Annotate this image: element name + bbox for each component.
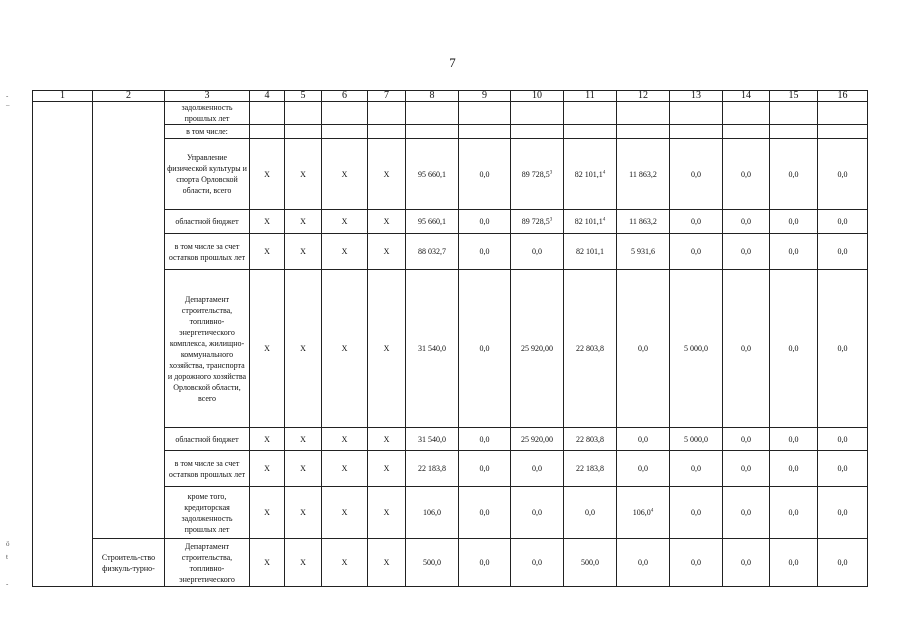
cell-value: 0,0 bbox=[532, 464, 542, 473]
cell-value: X bbox=[300, 247, 306, 256]
cell-value: X bbox=[383, 558, 390, 567]
cell-value: 82 101,1 bbox=[574, 169, 603, 179]
value-cell bbox=[459, 125, 511, 139]
cell-value: 0,0 bbox=[479, 508, 490, 517]
cell-value: X bbox=[300, 217, 306, 226]
value-cell bbox=[459, 539, 511, 587]
cell-value: 0,0 bbox=[585, 508, 595, 517]
cell-value: 0,0 bbox=[788, 464, 799, 473]
x-mark-cell bbox=[322, 210, 368, 234]
value-cell bbox=[670, 539, 723, 587]
x-mark-cell bbox=[250, 210, 285, 234]
x-mark-cell bbox=[285, 487, 322, 539]
column-header: 14 bbox=[723, 91, 770, 102]
column-header: 9 bbox=[459, 91, 511, 102]
value-cell bbox=[459, 487, 511, 539]
x-mark-cell bbox=[368, 451, 406, 487]
value-cell bbox=[818, 428, 868, 451]
cell-value: X bbox=[383, 247, 390, 256]
col2-cell bbox=[93, 102, 165, 539]
value-cell bbox=[818, 210, 868, 234]
cell-value: 0,0 bbox=[788, 247, 799, 256]
row-label-cell: в том числе: bbox=[165, 125, 250, 139]
value-cell bbox=[770, 139, 818, 210]
cell-value: 88 032,7 bbox=[418, 247, 446, 256]
row-label-cell: областной бюджет bbox=[165, 210, 250, 234]
x-mark-cell bbox=[368, 234, 406, 270]
x-mark-cell bbox=[368, 102, 406, 125]
cell-value: 0,0 bbox=[638, 434, 648, 444]
value-cell bbox=[670, 270, 723, 428]
value-cell bbox=[511, 539, 564, 587]
cell-value: 0,0 bbox=[741, 217, 751, 226]
value-cell bbox=[564, 270, 617, 428]
x-mark-cell bbox=[368, 428, 406, 451]
cell-value: 0,0 bbox=[638, 464, 648, 473]
cell-value: 0,0 bbox=[741, 464, 751, 473]
row-label-cell: областной бюджет bbox=[165, 428, 250, 451]
value-cell bbox=[406, 234, 459, 270]
cell-value: 31 540,0 bbox=[418, 434, 446, 444]
cell-value: 82 101,1 bbox=[574, 217, 603, 226]
cell-value: 89 728,5 bbox=[521, 217, 550, 226]
x-mark-cell bbox=[322, 102, 368, 125]
value-cell bbox=[818, 125, 868, 139]
margin-mark: – bbox=[6, 101, 10, 109]
value-cell bbox=[770, 234, 818, 270]
x-mark-cell bbox=[250, 270, 285, 428]
column-header: 3 bbox=[165, 91, 250, 102]
cell-value: 25 920,00 bbox=[521, 344, 553, 353]
value-cell bbox=[617, 270, 670, 428]
x-mark-cell bbox=[368, 210, 406, 234]
cell-value: 0,0 bbox=[532, 558, 542, 567]
x-mark-cell bbox=[368, 139, 406, 210]
value-cell bbox=[670, 125, 723, 139]
cell-value: 0,0 bbox=[788, 508, 799, 517]
row-label-cell: Департамент строительства, топливно-энергетического комплекса, жилищно-коммунального хозяйства, транспорта и дорожного хозяйства Орловской области, всего bbox=[165, 270, 250, 428]
x-mark-cell bbox=[250, 539, 285, 587]
cell-value: 0,0 bbox=[837, 344, 848, 353]
x-mark-cell bbox=[322, 451, 368, 487]
cell-value: 0,0 bbox=[638, 344, 648, 353]
cell-value: X bbox=[264, 344, 270, 353]
cell-value: 0,0 bbox=[741, 508, 751, 517]
cell-value: 5 000,0 bbox=[684, 344, 708, 353]
cell-value: 0,0 bbox=[837, 247, 848, 256]
value-cell bbox=[459, 102, 511, 125]
value-cell bbox=[770, 125, 818, 139]
cell-value: 0,0 bbox=[741, 169, 751, 179]
cell-value: 0,0 bbox=[837, 217, 848, 226]
x-mark-cell bbox=[285, 125, 322, 139]
cell-value: X bbox=[264, 434, 270, 444]
cell-value: 82 101,1 bbox=[576, 247, 604, 256]
cell-value: 0,0 bbox=[837, 508, 848, 517]
x-mark-cell bbox=[250, 487, 285, 539]
x-mark-cell bbox=[368, 539, 406, 587]
x-mark-cell bbox=[322, 428, 368, 451]
x-mark-cell bbox=[250, 102, 285, 125]
cell-value: 0,0 bbox=[837, 464, 848, 473]
value-cell bbox=[617, 102, 670, 125]
value-cell bbox=[617, 451, 670, 487]
cell-value: X bbox=[264, 247, 270, 256]
value-cell bbox=[670, 234, 723, 270]
x-mark-cell bbox=[250, 139, 285, 210]
cell-value: X bbox=[341, 558, 348, 567]
column-header: 2 bbox=[93, 91, 165, 102]
value-cell bbox=[564, 125, 617, 139]
x-mark-cell bbox=[285, 428, 322, 451]
value-cell bbox=[723, 539, 770, 587]
row-label-cell: задолженность прошлых лет bbox=[165, 102, 250, 125]
x-mark-cell bbox=[285, 451, 322, 487]
x-mark-cell bbox=[322, 539, 368, 587]
x-mark-cell bbox=[368, 487, 406, 539]
x-mark-cell bbox=[368, 270, 406, 428]
cell-value: X bbox=[300, 464, 306, 473]
value-cell bbox=[511, 428, 564, 451]
cell-value: 0,0 bbox=[788, 169, 799, 179]
value-cell bbox=[723, 210, 770, 234]
value-cell bbox=[406, 102, 459, 125]
cell-value: X bbox=[264, 169, 270, 179]
value-cell bbox=[818, 270, 868, 428]
cell-value: 0,0 bbox=[837, 434, 848, 444]
value-cell bbox=[459, 234, 511, 270]
value-cell bbox=[770, 210, 818, 234]
row-label-cell: кроме того, кредиторская задолженность прошлых лет bbox=[165, 487, 250, 539]
value-cell bbox=[406, 539, 459, 587]
value-cell bbox=[459, 270, 511, 428]
x-mark-cell bbox=[322, 234, 368, 270]
x-mark-cell bbox=[285, 539, 322, 587]
cell-value: 0,0 bbox=[479, 344, 490, 353]
cell-value: 0,0 bbox=[638, 558, 648, 567]
cell-value: 22 183,8 bbox=[576, 464, 604, 473]
cell-value: 0,0 bbox=[479, 434, 490, 444]
value-cell bbox=[723, 428, 770, 451]
column-header: 13 bbox=[670, 91, 723, 102]
cell-value: X bbox=[341, 508, 348, 517]
value-cell bbox=[511, 102, 564, 125]
x-mark-cell bbox=[285, 270, 322, 428]
cell-value: 500,0 bbox=[581, 558, 599, 567]
value-cell bbox=[406, 210, 459, 234]
value-cell bbox=[818, 487, 868, 539]
x-mark-cell bbox=[322, 125, 368, 139]
cell-value: 0,0 bbox=[788, 558, 799, 567]
cell-value: X bbox=[300, 344, 306, 353]
cell-value: 11 863,2 bbox=[629, 217, 657, 226]
value-cell bbox=[459, 428, 511, 451]
cell-value: 0,0 bbox=[788, 344, 799, 353]
cell-value: 25 920,00 bbox=[521, 434, 553, 444]
value-cell bbox=[670, 451, 723, 487]
cell-value: 0,0 bbox=[788, 434, 799, 444]
cell-value: 22 803,8 bbox=[576, 434, 604, 444]
cell-value: 0,0 bbox=[479, 217, 490, 226]
cell-value: 0,0 bbox=[691, 247, 701, 256]
column-header: 1 bbox=[33, 91, 93, 102]
value-cell bbox=[670, 428, 723, 451]
value-cell bbox=[406, 270, 459, 428]
value-cell bbox=[406, 451, 459, 487]
cell-value: X bbox=[264, 464, 270, 473]
cell-value: 0,0 bbox=[837, 558, 848, 567]
cell-value: X bbox=[341, 464, 348, 473]
value-cell bbox=[670, 487, 723, 539]
cell-value: 5 000,0 bbox=[684, 434, 708, 444]
budget-table bbox=[32, 90, 868, 587]
value-cell bbox=[564, 102, 617, 125]
value-cell bbox=[459, 451, 511, 487]
column-header: 12 bbox=[617, 91, 670, 102]
cell-value: X bbox=[300, 558, 306, 567]
value-cell bbox=[670, 102, 723, 125]
value-cell bbox=[617, 139, 670, 210]
value-cell bbox=[617, 487, 670, 539]
cell-value: 500,0 bbox=[423, 558, 441, 567]
cell-value: 0,0 bbox=[532, 508, 542, 517]
value-cell bbox=[770, 270, 818, 428]
margin-mark: ŧ bbox=[6, 553, 8, 561]
cell-value: X bbox=[383, 217, 390, 226]
cell-value: 0,0 bbox=[691, 217, 701, 226]
cell-value: X bbox=[300, 508, 306, 517]
footnote-mark: 4 bbox=[602, 217, 606, 223]
cell-value: X bbox=[383, 344, 390, 353]
cell-value: 0,0 bbox=[691, 169, 701, 179]
cell-value: 95 660,1 bbox=[418, 169, 446, 179]
value-cell bbox=[511, 270, 564, 428]
cell-value: 5 931,6 bbox=[631, 247, 655, 256]
value-cell bbox=[723, 487, 770, 539]
value-cell bbox=[818, 139, 868, 210]
cell-value: 106,0 bbox=[423, 508, 441, 517]
cell-value: X bbox=[341, 247, 348, 256]
cell-value: 0,0 bbox=[479, 558, 490, 567]
cell-value: X bbox=[264, 508, 270, 517]
cell-value: 89 728,5 bbox=[521, 169, 550, 179]
margin-mark: - bbox=[6, 92, 9, 100]
table-row bbox=[33, 102, 868, 125]
x-mark-cell bbox=[368, 125, 406, 139]
cell-value: 0,0 bbox=[837, 169, 848, 179]
cell-value: X bbox=[383, 464, 390, 473]
row-label-cell: Департамент строительства, топливно-энергетического bbox=[165, 539, 250, 587]
cell-value: X bbox=[341, 344, 348, 353]
x-mark-cell bbox=[250, 125, 285, 139]
x-mark-cell bbox=[250, 428, 285, 451]
footnote-mark: 3 bbox=[549, 217, 553, 223]
value-cell bbox=[617, 539, 670, 587]
table-row bbox=[33, 539, 868, 587]
cell-value: 0,0 bbox=[741, 344, 751, 353]
cell-value: 0,0 bbox=[532, 247, 542, 256]
cell-value: 22 183,8 bbox=[418, 464, 446, 473]
margin-mark: ö bbox=[6, 540, 10, 548]
value-cell bbox=[770, 428, 818, 451]
value-cell bbox=[770, 102, 818, 125]
value-cell bbox=[617, 125, 670, 139]
x-mark-cell bbox=[250, 451, 285, 487]
cell-value: X bbox=[383, 508, 390, 517]
value-cell bbox=[564, 487, 617, 539]
value-cell bbox=[511, 451, 564, 487]
cell-value: X bbox=[300, 169, 306, 179]
value-cell bbox=[564, 539, 617, 587]
value-cell bbox=[723, 234, 770, 270]
footnote-mark: 4 bbox=[650, 508, 654, 514]
cell-value: 0,0 bbox=[741, 558, 751, 567]
cell-value: 31 540,0 bbox=[418, 344, 446, 353]
cell-value: X bbox=[383, 169, 390, 179]
page-number: 7 bbox=[449, 55, 456, 70]
column-header: 10 bbox=[511, 91, 564, 102]
footnote-mark: 3 bbox=[549, 169, 553, 175]
value-cell bbox=[723, 125, 770, 139]
value-cell bbox=[406, 428, 459, 451]
cell-value: X bbox=[383, 434, 390, 444]
cell-value: 22 803,8 bbox=[576, 344, 604, 353]
column-header: 11 bbox=[564, 91, 617, 102]
value-cell bbox=[564, 428, 617, 451]
cell-value: 0,0 bbox=[479, 464, 490, 473]
cell-value: 0,0 bbox=[691, 508, 701, 517]
x-mark-cell bbox=[285, 234, 322, 270]
column-header: 6 bbox=[322, 91, 368, 102]
cell-value: 0,0 bbox=[788, 217, 799, 226]
cell-value: 0,0 bbox=[691, 558, 701, 567]
cell-value: X bbox=[341, 169, 348, 179]
value-cell bbox=[617, 210, 670, 234]
x-mark-cell bbox=[285, 139, 322, 210]
value-cell bbox=[770, 487, 818, 539]
value-cell bbox=[564, 451, 617, 487]
header-row bbox=[33, 91, 868, 102]
value-cell bbox=[818, 451, 868, 487]
col1-cell bbox=[33, 102, 93, 587]
cell-value: 0,0 bbox=[479, 169, 490, 179]
value-cell bbox=[459, 139, 511, 210]
x-mark-cell bbox=[322, 270, 368, 428]
value-cell bbox=[511, 487, 564, 539]
x-mark-cell bbox=[285, 210, 322, 234]
value-cell bbox=[511, 139, 564, 210]
value-cell bbox=[818, 102, 868, 125]
column-header: 4 bbox=[250, 91, 285, 102]
value-cell bbox=[770, 451, 818, 487]
cell-value: X bbox=[341, 434, 348, 444]
object-name-cell: Строитель-ство физкуль-турно- bbox=[93, 539, 165, 587]
column-header: 7 bbox=[368, 91, 406, 102]
value-cell bbox=[770, 539, 818, 587]
cell-value: 95 660,1 bbox=[418, 217, 446, 226]
cell-value: X bbox=[341, 217, 348, 226]
value-cell bbox=[564, 234, 617, 270]
cell-value: X bbox=[300, 434, 306, 444]
value-cell bbox=[670, 210, 723, 234]
column-header: 15 bbox=[770, 91, 818, 102]
cell-value: 0,0 bbox=[691, 464, 701, 473]
value-cell bbox=[723, 451, 770, 487]
value-cell bbox=[670, 139, 723, 210]
column-header: 8 bbox=[406, 91, 459, 102]
x-mark-cell bbox=[285, 102, 322, 125]
cell-value: X bbox=[264, 558, 270, 567]
value-cell bbox=[459, 210, 511, 234]
cell-value: 11 863,2 bbox=[629, 169, 657, 179]
value-cell bbox=[406, 125, 459, 139]
value-cell bbox=[818, 234, 868, 270]
value-cell bbox=[511, 125, 564, 139]
value-cell bbox=[617, 234, 670, 270]
value-cell bbox=[511, 210, 564, 234]
row-label-cell: в том числе за счет остатков прошлых лет bbox=[165, 234, 250, 270]
value-cell bbox=[564, 139, 617, 210]
margin-mark: - bbox=[6, 580, 9, 588]
row-label-cell: в том числе за счет остатков прошлых лет bbox=[165, 451, 250, 487]
value-cell bbox=[617, 428, 670, 451]
footnote-mark: 4 bbox=[602, 169, 606, 175]
x-mark-cell bbox=[322, 139, 368, 210]
row-label-cell: Управление физической культуры и спорта Орловской области, всего bbox=[165, 139, 250, 210]
value-cell bbox=[406, 139, 459, 210]
cell-value: 106,0 bbox=[632, 508, 651, 517]
x-mark-cell bbox=[322, 487, 368, 539]
cell-value: X bbox=[264, 217, 270, 226]
column-header: 5 bbox=[285, 91, 322, 102]
value-cell bbox=[723, 102, 770, 125]
column-header: 16 bbox=[818, 91, 868, 102]
cell-value: 0,0 bbox=[741, 247, 751, 256]
value-cell bbox=[723, 139, 770, 210]
x-mark-cell bbox=[250, 234, 285, 270]
value-cell bbox=[511, 234, 564, 270]
cell-value: 0,0 bbox=[479, 247, 490, 256]
cell-value: 0,0 bbox=[741, 434, 751, 444]
value-cell bbox=[723, 270, 770, 428]
value-cell bbox=[818, 539, 868, 587]
value-cell bbox=[564, 210, 617, 234]
value-cell bbox=[406, 487, 459, 539]
